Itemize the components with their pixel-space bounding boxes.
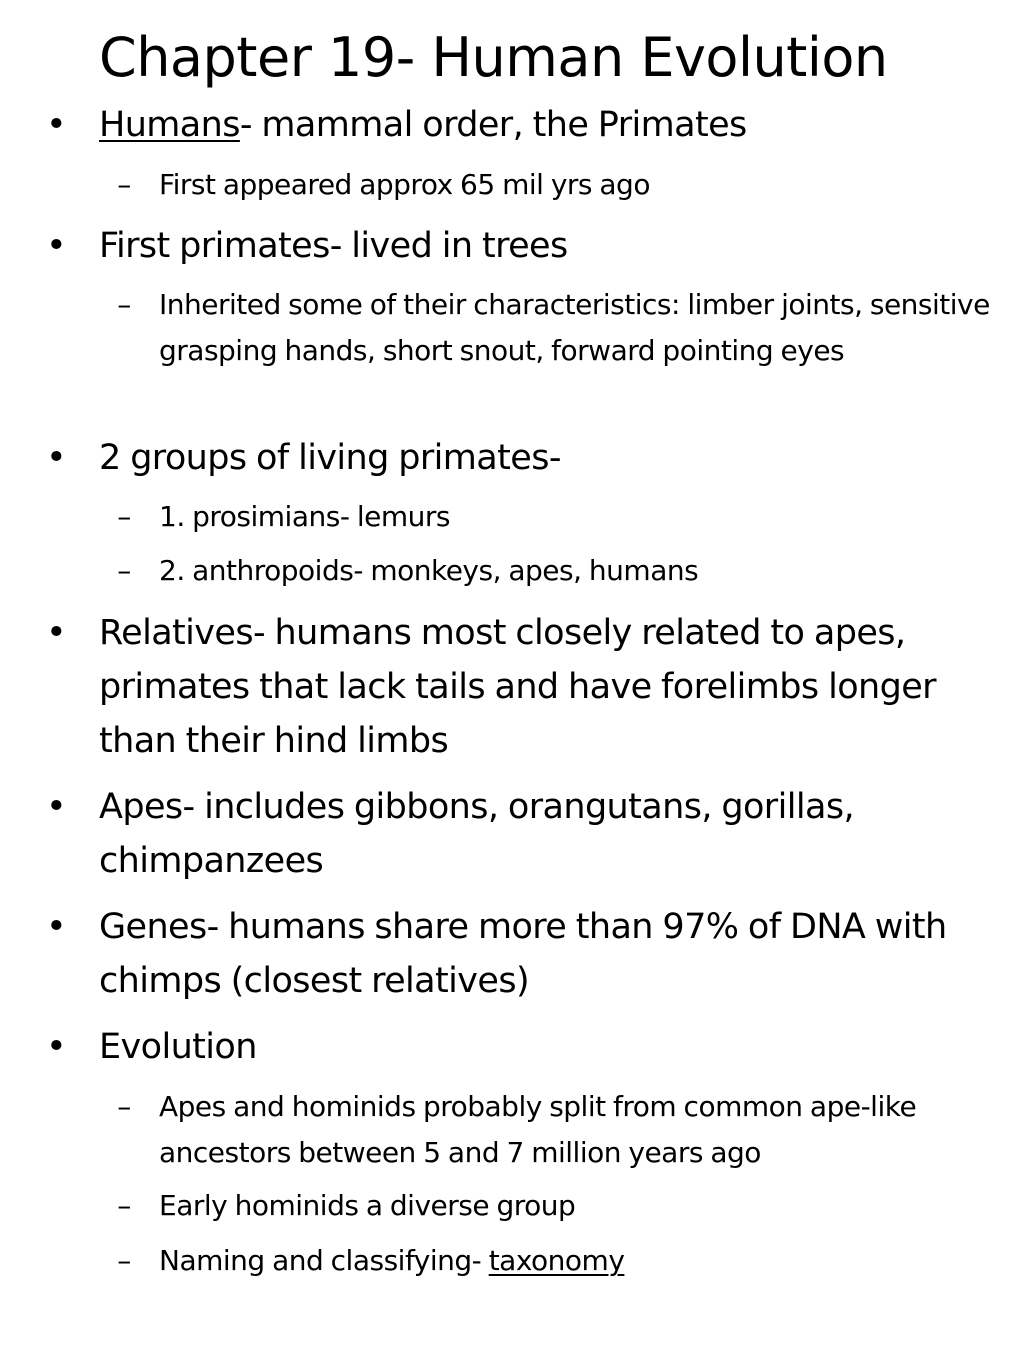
sub-bullet-dash: –	[117, 500, 131, 533]
sub-bullet-dash: –	[117, 1244, 131, 1277]
bullet-apes	[46, 780, 1014, 888]
bullet-text: Genes- humans share more than 97% of DNA with chimps (closest relatives)	[99, 907, 947, 1001]
bullet-dot: •	[46, 787, 67, 827]
sub-bullet-dash: –	[117, 1189, 131, 1222]
bullet-humans	[46, 98, 1014, 152]
sub-bullet-early-hominids	[117, 1183, 1014, 1229]
bullet-text: First primates- lived in trees	[99, 226, 568, 266]
sub-bullet-text: 2. anthropoids- monkeys, apes, humans	[159, 554, 699, 587]
bullet-dot: •	[46, 226, 67, 266]
sub-bullet-text: Naming and classifying-	[159, 1244, 489, 1277]
sub-bullet-prosimians	[117, 494, 1014, 540]
bullet-dot: •	[46, 907, 67, 947]
term-humans: Humans	[99, 105, 240, 145]
bullet-humans-text: - mammal order, the Primates	[239, 105, 747, 145]
bullet-text: Relatives- humans most closely related to apes, primates that lack tails and have forelimbs longer than their hind limbs	[99, 613, 936, 761]
bullet-genes	[46, 900, 1014, 1008]
sub-bullet-text: 1. prosimians- lemurs	[159, 500, 450, 533]
sub-bullet-naming	[117, 1238, 1014, 1284]
sub-bullet-inherited	[117, 282, 1014, 374]
bullet-text: Evolution	[99, 1027, 257, 1067]
bullet-dot: •	[46, 1027, 67, 1067]
bullet-dot: •	[46, 438, 67, 478]
sub-bullet-dash: –	[117, 288, 131, 321]
sub-bullet-text: First appeared approx 65 mil yrs ago	[159, 168, 650, 201]
sub-bullet-first-appeared	[117, 162, 1014, 208]
sub-bullet-anthropoids	[117, 548, 1014, 594]
sub-bullet-text: Apes and hominids probably split from common ape-like ancestors between 5 and 7 million years ago	[159, 1090, 917, 1169]
sub-bullet-text: Inherited some of their characteristics: limber joints, sensitive grasping hands, short snout, forward pointing eyes	[159, 288, 990, 367]
bullet-relatives	[46, 606, 1014, 768]
sub-bullet-text: Early hominids a diverse group	[159, 1189, 576, 1222]
sub-bullet-dash: –	[117, 168, 131, 201]
bullet-groups	[46, 431, 1014, 485]
sub-bullet-dash: –	[117, 554, 131, 587]
bullet-dot: •	[46, 613, 67, 653]
bullet-evolution	[46, 1020, 1014, 1074]
sub-bullet-dash: –	[117, 1090, 131, 1123]
sub-bullet-split	[117, 1084, 1014, 1176]
bullet-dot: •	[46, 105, 67, 145]
term-taxonomy: taxonomy	[488, 1244, 625, 1277]
bullet-first-primates	[46, 219, 1014, 273]
bullet-text: 2 groups of living primates-	[99, 438, 561, 478]
bullet-text: Apes- includes gibbons, orangutans, gorillas, chimpanzees	[99, 787, 854, 881]
slide-title: Chapter 19- Human Evolution	[99, 26, 888, 89]
